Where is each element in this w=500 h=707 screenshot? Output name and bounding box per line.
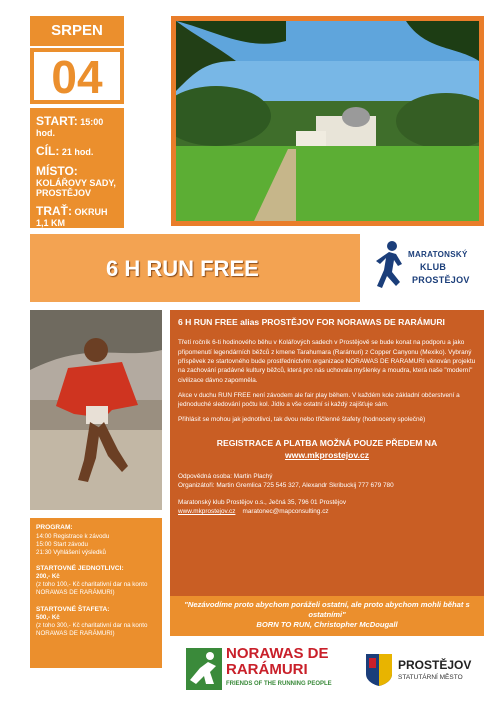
- maratonsky-klub-logo: [368, 234, 484, 302]
- club-address: Maratonský klub Prostějov o.s., Ječná 35, 796 01 Prostějov: [178, 499, 347, 507]
- individual-fee-note: (z toho 100,- Kč charitativní dar na konto NORAWAS DE RARÁMURI): [36, 581, 148, 597]
- organizers: Organizátoři: Martin Gremlica 725 545 327, Alexandr Skribuckij 777 679 780: [178, 481, 394, 489]
- club-web-link[interactable]: www.mkprostejov.cz: [178, 508, 236, 516]
- description-heading: 6 H RUN FREE alias PROSTĚJOV FOR NORAWAS DE RARÁMURI: [178, 317, 445, 327]
- event-month: SRPEN: [30, 16, 124, 46]
- park-photo: [171, 16, 484, 226]
- event-day: 04: [51, 51, 103, 103]
- program-item: 15:00 Start závodu: [36, 540, 88, 548]
- runner-photo: [30, 310, 162, 510]
- title-band: [30, 234, 360, 302]
- responsible-person: Odpovědná osoba: Martin Plachý: [178, 472, 273, 480]
- relay-fee-heading: STARTOVNÉ ŠTAFETA:: [36, 605, 110, 613]
- quote-author: BORN TO RUN, Christopher McDougall: [256, 619, 398, 629]
- event-info: [30, 108, 124, 228]
- prostejov-logo: [366, 650, 484, 694]
- place-label: MÍSTO:: [36, 164, 78, 178]
- relay-fee-price: 500,- Kč: [36, 614, 60, 622]
- mkp-line1: MARATONSKÝ: [408, 250, 468, 259]
- place-value: KOLÁŘOVY SADY, PROSTĚJOV: [36, 178, 116, 198]
- end-value: 21 hod.: [61, 147, 94, 157]
- norawas-line1: NORAWAS DE: [226, 645, 329, 662]
- event-description: [170, 310, 484, 630]
- program-item: 21:30 Vyhlášení výsledků: [36, 548, 106, 556]
- event-title: 6 H RUN FREE: [106, 256, 259, 281]
- registration-text: REGISTRACE A PLATBA MOŽNÁ POUZE PŘEDEM NA: [216, 437, 438, 448]
- norawas-tagline: FRIENDS OF THE RUNNING PEOPLE: [226, 681, 332, 687]
- start-label: START:: [36, 114, 78, 128]
- runner-logo-icon: [372, 236, 412, 300]
- prostejov-name: PROSTĚJOV: [398, 658, 472, 672]
- norawas-line2: RARÁMURI: [226, 661, 308, 678]
- description-paragraph-2: Akce v duchu RUN FREE není závodem ale fair play během. V každém kole základní občerstvení a jednoduché sledování počtu kol. Jídlo a vše ostatní si každý zajišťuje sám.: [178, 391, 460, 409]
- norawas-runner-icon: [186, 648, 222, 690]
- registration-link[interactable]: www.mkprostejov.cz: [284, 450, 370, 461]
- program-box: [30, 518, 162, 668]
- mkp-line2: KLUB: [420, 262, 447, 272]
- start-value: 15:00 hod.: [36, 117, 104, 138]
- program-item: 14:00 Registrace k závodu: [36, 532, 110, 540]
- registration-block: [178, 437, 476, 462]
- description-paragraph-1: Třetí ročník 6-ti hodinového běhu v Kolářových sadech v Prostějově se bude konat na podporu a jako připomenutí legendárních běžců z kmene Tarahumara (Rarámuri) z Copper Canyonu (Mexiko). Vybraný příspěvek ze startovného bude prostřednictvím organizace NORAWAS DE RARAMURI věnován projektu na zachování pradávné kultury běžců, která pro nás uchovala myšlenky a moudra, která naše "moderní" civilizace dávno zapomněla.: [178, 339, 476, 384]
- track-label: TRAŤ:: [36, 204, 72, 218]
- club-email[interactable]: maratonec@mapconsulting.cz: [242, 508, 329, 516]
- end-label: CÍL:: [36, 144, 60, 158]
- norawas-logo: [186, 646, 356, 696]
- description-paragraph-3: Přihlásit se mohou jak jednotlivci, tak dvou nebo třičlenné štafety (hodnoceny společně): [178, 416, 426, 424]
- mkp-line3: PROSTĚJOV: [412, 275, 470, 285]
- event-day-box: [30, 48, 124, 104]
- track-length: 1,1 KM: [36, 218, 66, 228]
- quote-box: [170, 596, 484, 636]
- track-value: OKRUH: [74, 207, 108, 217]
- coat-of-arms-icon: [366, 654, 392, 686]
- individual-fee-heading: STARTOVNÉ JEDNOTLIVCI:: [36, 564, 124, 572]
- prostejov-sub: STATUTÁRNÍ MĚSTO: [398, 674, 463, 681]
- relay-fee-note: (z toho 300,- Kč charitativní dar na konto NORAWAS DE RARÁMURI): [36, 622, 148, 638]
- program-heading: PROGRAM:: [36, 524, 73, 531]
- quote-text: "Nezávodíme proto abychom poráželi ostatní, ale proto abychom mohli běhat s ostatními": [184, 600, 470, 619]
- individual-fee-price: 200,- Kč: [36, 573, 60, 581]
